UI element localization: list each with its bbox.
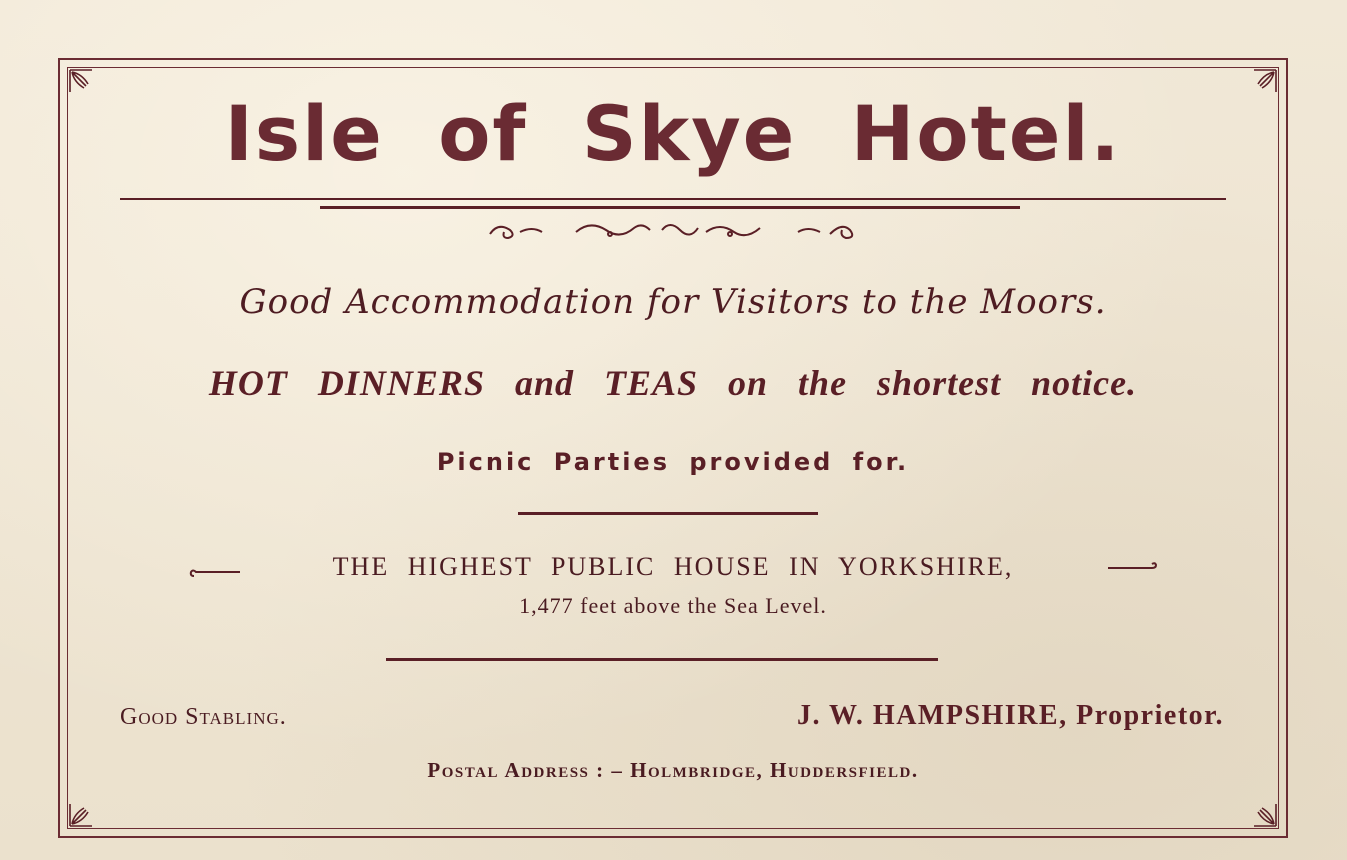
altitude-line: 1,477 feet above the Sea Level. xyxy=(519,593,827,618)
divider-rule xyxy=(518,512,818,515)
hot-dinners-line: HOT DINNERS and TEAS on the shortest notice. xyxy=(208,363,1138,403)
corner-ornament-icon xyxy=(1252,802,1278,828)
title-underline-short xyxy=(320,206,1020,209)
stabling-text: Good Stabling. xyxy=(120,704,287,730)
corner-ornament-icon xyxy=(1252,68,1278,94)
dash-curl-icon xyxy=(1106,560,1160,574)
highest-pub-line: THE HIGHEST PUBLIC HOUSE IN YORKSHIRE, xyxy=(332,552,1014,581)
postal-address: Postal Address : – Holmbridge, Huddersfield. xyxy=(427,758,919,782)
hotel-title: Isle of Skye Hotel. xyxy=(224,89,1122,178)
corner-ornament-icon xyxy=(68,802,94,828)
flourish-ornament-icon xyxy=(480,212,860,246)
divider-rule xyxy=(386,658,938,661)
corner-ornament-icon xyxy=(68,68,94,94)
accommodation-line: Good Accommodation for Visitors to the Moors. xyxy=(239,282,1107,322)
picnic-line: Picnic Parties provided for. xyxy=(436,448,910,476)
title-underline xyxy=(120,198,1226,200)
proprietor-text: J. W. HAMPSHIRE, Proprietor. xyxy=(796,700,1224,731)
